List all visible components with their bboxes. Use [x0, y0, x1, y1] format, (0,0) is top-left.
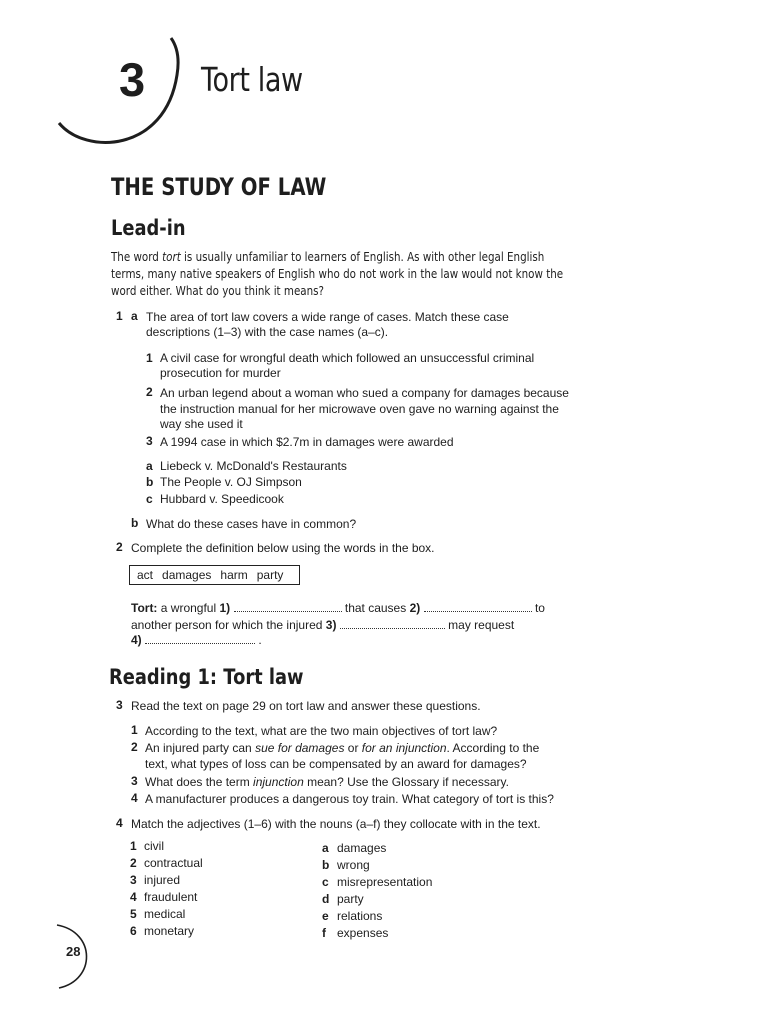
definition-line: Tort: a wrongful 1) that causes 2) to: [131, 601, 545, 615]
lead-in-heading: Lead-in: [111, 216, 186, 240]
question: An injured party can sue for damages or for an injunction. According to the: [145, 741, 540, 755]
box-word: act: [137, 568, 154, 582]
definition-line: another person for which the injured 3) may request: [131, 618, 515, 632]
gap-blank[interactable]: [424, 601, 532, 612]
noun: wrong: [337, 858, 370, 872]
chapter-number: 3: [119, 53, 146, 106]
exercise-number: 1: [116, 309, 123, 323]
adjective: medical: [144, 907, 186, 921]
item-number: 6: [130, 924, 137, 938]
exercise-text: Complete the definition below using the words in the box.: [131, 541, 435, 555]
case-description: A 1994 case in which $2.7m in damages were awarded: [160, 435, 454, 449]
reading-heading: Reading 1: Tort law: [109, 665, 304, 689]
box-word: harm: [220, 568, 248, 582]
case-name: The People v. OJ Simpson: [160, 475, 302, 489]
item-number: 2: [130, 856, 137, 870]
item-letter: c: [146, 492, 153, 506]
lead-in-intro: The word tort is usually unfamiliar to learners of English. As with other legal English terms, many native speakers of English who do not work in the law would not know the word either. What do you think it means?: [111, 250, 564, 298]
case-description: An urban legend about a woman who sued a company for damages because: [160, 386, 569, 400]
noun: party: [337, 892, 364, 906]
item-letter: c: [322, 875, 329, 889]
chapter-title: Tort law: [201, 60, 303, 99]
adjective: civil: [144, 839, 164, 853]
page-number: 28: [66, 944, 81, 959]
noun: expenses: [337, 926, 389, 940]
gap-blank[interactable]: [340, 618, 445, 629]
box-word: damages: [162, 568, 212, 582]
gap-number: 1): [219, 601, 231, 615]
tort-italic: tort: [162, 250, 181, 264]
noun: relations: [337, 909, 383, 923]
item-letter: a: [146, 459, 153, 473]
item-number: 1: [146, 351, 153, 365]
exercise-number: 3: [116, 698, 123, 712]
case-name: Liebeck v. McDonald's Restaurants: [160, 459, 347, 473]
exercise-text: Match the adjectives (1–6) with the nouns (a–f) they collocate with in the text.: [131, 817, 541, 831]
item-number: 4: [131, 791, 138, 805]
exercise-number: 4: [116, 816, 123, 830]
exercise-text: What do these cases have in common?: [146, 517, 357, 531]
adjective: contractual: [144, 856, 203, 870]
item-number: 3: [146, 434, 153, 448]
definition-line: 4) .: [131, 633, 262, 647]
question: A manufacturer produces a dangerous toy train. What category of tort is this?: [145, 792, 554, 806]
item-number: 2: [146, 385, 153, 399]
exercise-text: The area of tort law covers a wide range of cases. Match these case: [146, 310, 509, 324]
item-number: 1: [130, 839, 137, 853]
adjective: fraudulent: [144, 890, 198, 904]
item-letter: d: [322, 892, 330, 906]
section-heading: THE STUDY OF LAW: [111, 173, 327, 201]
adjective: injured: [144, 873, 181, 887]
noun: misrepresentation: [337, 875, 433, 889]
case-description: prosecution for murder: [160, 366, 281, 380]
item-number: 5: [130, 907, 137, 921]
gap-number: 2): [409, 601, 421, 615]
exercise-number: 2: [116, 540, 123, 554]
case-description: A civil case for wrongful death which followed an unsuccessful criminal: [160, 351, 535, 365]
question: What does the term injunction mean? Use the Glossary if necessary.: [145, 775, 509, 789]
case-description: way she used it: [160, 417, 243, 431]
item-number: 1: [131, 723, 138, 737]
exercise-part-label: a: [131, 309, 138, 323]
item-number: 3: [131, 774, 138, 788]
item-letter: f: [322, 926, 326, 940]
item-letter: e: [322, 909, 329, 923]
adjective: monetary: [144, 924, 195, 938]
question: According to the text, what are the two main objectives of tort law?: [145, 724, 498, 738]
case-name: Hubbard v. Speedicook: [160, 492, 284, 506]
question: text, what types of loss can be compensated by an award for damages?: [145, 757, 527, 771]
exercise-text: Read the text on page 29 on tort law and answer these questions.: [131, 699, 481, 713]
exercise-part-label: b: [131, 516, 139, 530]
gap-number: 3): [325, 618, 337, 632]
box-word: party: [256, 568, 284, 582]
item-letter: a: [322, 841, 329, 855]
gap-blank[interactable]: [145, 633, 255, 644]
word-box: [129, 565, 300, 585]
item-number: 2: [131, 740, 138, 754]
item-letter: b: [322, 858, 330, 872]
case-description: the instruction manual for her microwave oven gave no warning against the: [160, 402, 559, 416]
item-number: 4: [130, 890, 137, 904]
item-letter: b: [146, 475, 154, 489]
item-number: 3: [130, 873, 137, 887]
gap-blank[interactable]: [234, 601, 342, 612]
exercise-text: descriptions (1–3) with the case names (a–c).: [146, 325, 389, 339]
definition-term: Tort:: [131, 601, 158, 615]
noun: damages: [337, 841, 387, 855]
gap-number: 4): [131, 633, 142, 647]
